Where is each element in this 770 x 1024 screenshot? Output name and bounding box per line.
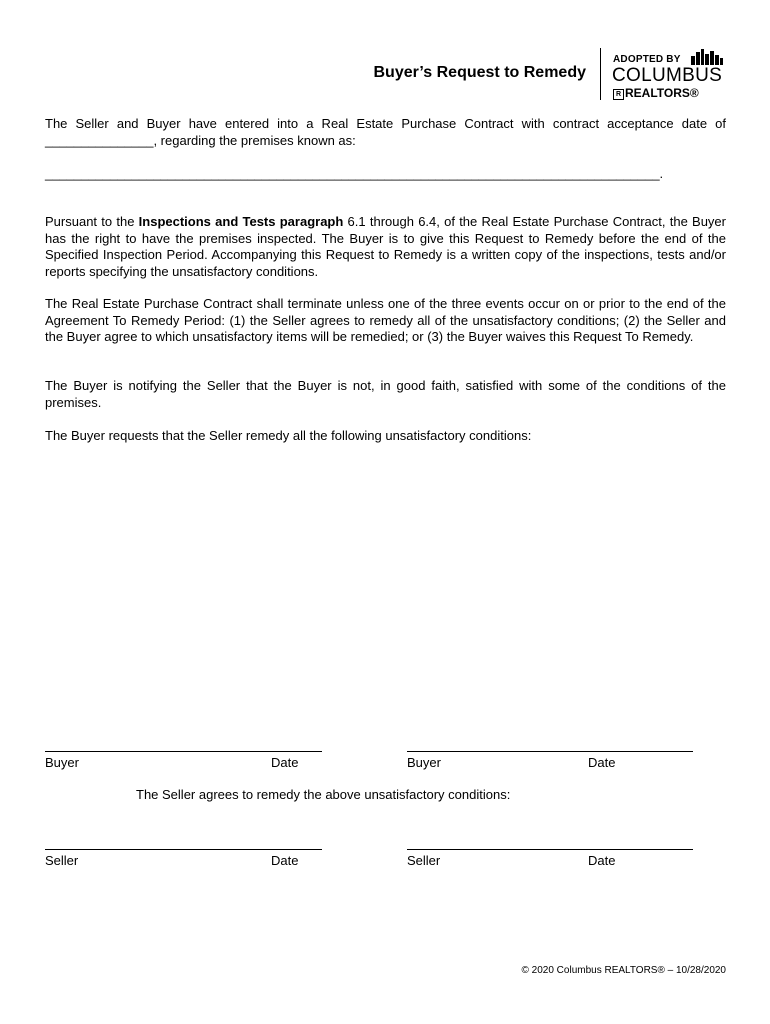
columbus-realtors-logo — [600, 48, 730, 102]
seller2-date-label: Date — [588, 853, 616, 868]
buyer1-date-label: Date — [271, 755, 299, 770]
notice-paragraph: The Buyer is notifying the Seller that the Buyer is not, in good faith, satisfied with some of the conditions of the premises. — [45, 378, 726, 410]
premises-line: _____________________________________________________________________________________. — [45, 166, 664, 181]
buyer1-label: Buyer — [45, 755, 79, 770]
logo-adopted-by: ADOPTED BY — [613, 54, 681, 65]
buyer2-date-label: Date — [588, 755, 616, 770]
buyer1-signature-line[interactable] — [45, 751, 322, 752]
seller1-date-label: Date — [271, 853, 299, 868]
buyer2-signature-line[interactable] — [407, 751, 693, 752]
inspections-bold: Inspections and Tests paragraph — [138, 214, 344, 229]
termination-paragraph: The Real Estate Purchase Contract shall terminate unless one of the three events occur on or prior to the end of the Agreement To Remedy Period: (1) the Seller agrees to remedy all of the unsatisfactory conditions; (2) the Seller and the Buyer agree to which unsatisfactory items will be remedied; or (3) the Buyer waives this Request To Remedy. — [45, 296, 726, 344]
logo-divider — [600, 48, 601, 100]
skyline-icon — [690, 49, 724, 65]
inspections-paragraph — [45, 214, 726, 280]
logo-city: COLUMBUS — [612, 65, 723, 86]
seller-agree-text: The Seller agrees to remedy the above unsatisfactory conditions: — [136, 787, 511, 802]
realtor-r-icon: R — [613, 89, 624, 100]
inspections-pre: Pursuant to the — [45, 214, 139, 229]
logo-org-text: REALTORS® — [625, 86, 699, 100]
intro-paragraph: The Seller and Buyer have entered into a Real Estate Purchase Contract with contract acceptance date of _______________, regarding the premises known as: — [45, 116, 726, 148]
buyer2-label: Buyer — [407, 755, 441, 770]
seller2-signature-line[interactable] — [407, 849, 693, 850]
request-paragraph: The Buyer requests that the Seller remedy all the following unsatisfactory conditions: — [45, 428, 532, 443]
page-title: Buyer’s Request to Remedy — [373, 64, 586, 81]
seller1-signature-line[interactable] — [45, 849, 322, 850]
copyright-footer: © 2020 Columbus REALTORS® – 10/28/2020 — [521, 965, 726, 976]
seller1-label: Seller — [45, 853, 79, 868]
inspections-post: 6.1 through 6.4, of the Real Estate Purchase Contract, the Buyer has the right to have the premises inspected. The Buyer is to give this Request to Remedy before the end of the Specified Inspection Period. Accompanying this Request to Remedy is a written copy of the inspections, tests and/or reports specifying the unsatisfactory conditions. — [45, 214, 726, 279]
seller2-label: Seller — [407, 853, 441, 868]
logo-org — [613, 86, 699, 100]
